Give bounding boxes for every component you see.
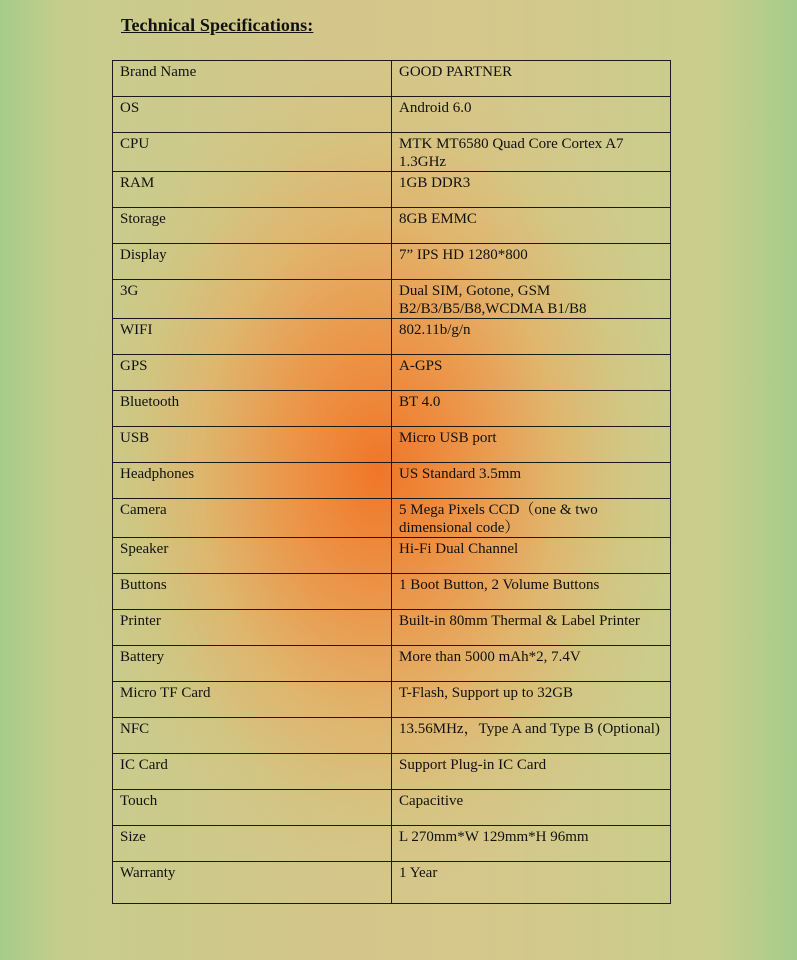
spec-value: L 270mm*W 129mm*H 96mm bbox=[392, 826, 671, 862]
table-row bbox=[113, 826, 671, 862]
spec-label: Speaker bbox=[113, 538, 392, 574]
spec-label: GPS bbox=[113, 355, 392, 391]
spec-label: 3G bbox=[113, 280, 392, 319]
spec-value: 8GB EMMC bbox=[392, 208, 671, 244]
table-row bbox=[113, 499, 671, 538]
table-row bbox=[113, 790, 671, 826]
table-row bbox=[113, 610, 671, 646]
spec-label: OS bbox=[113, 97, 392, 133]
spec-value: Support Plug-in IC Card bbox=[392, 754, 671, 790]
spec-label: Battery bbox=[113, 646, 392, 682]
table-row bbox=[113, 319, 671, 355]
table-row bbox=[113, 133, 671, 172]
spec-value: MTK MT6580 Quad Core Cortex A7 1.3GHz bbox=[392, 133, 671, 172]
table-row bbox=[113, 574, 671, 610]
table-row bbox=[113, 463, 671, 499]
spec-label: RAM bbox=[113, 172, 392, 208]
spec-label: Brand Name bbox=[113, 61, 392, 97]
spec-value: 7” IPS HD 1280*800 bbox=[392, 244, 671, 280]
spec-label: Micro TF Card bbox=[113, 682, 392, 718]
spec-value: 13.56MHz，Type A and Type B (Optional) bbox=[392, 718, 671, 754]
table-row bbox=[113, 97, 671, 133]
spec-value: Android 6.0 bbox=[392, 97, 671, 133]
table-row bbox=[113, 208, 671, 244]
spec-label: IC Card bbox=[113, 754, 392, 790]
spec-label: Size bbox=[113, 826, 392, 862]
spec-label: CPU bbox=[113, 133, 392, 172]
table-row bbox=[113, 244, 671, 280]
spec-table bbox=[112, 60, 671, 904]
table-row bbox=[113, 646, 671, 682]
spec-value: GOOD PARTNER bbox=[392, 61, 671, 97]
spec-value: 1GB DDR3 bbox=[392, 172, 671, 208]
spec-value: US Standard 3.5mm bbox=[392, 463, 671, 499]
spec-value: Capacitive bbox=[392, 790, 671, 826]
spec-label: Buttons bbox=[113, 574, 392, 610]
spec-label: Storage bbox=[113, 208, 392, 244]
spec-value: 1 Boot Button, 2 Volume Buttons bbox=[392, 574, 671, 610]
table-row bbox=[113, 538, 671, 574]
spec-value: T-Flash, Support up to 32GB bbox=[392, 682, 671, 718]
page-title: Technical Specifications: bbox=[121, 15, 314, 35]
table-row bbox=[113, 172, 671, 208]
table-row bbox=[113, 754, 671, 790]
table-row bbox=[113, 718, 671, 754]
table-row bbox=[113, 355, 671, 391]
spec-value: A-GPS bbox=[392, 355, 671, 391]
spec-label: Warranty bbox=[113, 862, 392, 904]
spec-value: Built-in 80mm Thermal & Label Printer bbox=[392, 610, 671, 646]
table-row bbox=[113, 61, 671, 97]
table-row bbox=[113, 427, 671, 463]
spec-value: BT 4.0 bbox=[392, 391, 671, 427]
spec-label: Printer bbox=[113, 610, 392, 646]
spec-label: Camera bbox=[113, 499, 392, 538]
spec-value: 1 Year bbox=[392, 862, 671, 904]
spec-label: Headphones bbox=[113, 463, 392, 499]
table-row bbox=[113, 682, 671, 718]
spec-label: USB bbox=[113, 427, 392, 463]
spec-value: More than 5000 mAh*2, 7.4V bbox=[392, 646, 671, 682]
spec-value: Dual SIM, Gotone, GSM B2/B3/B5/B8,WCDMA B1/B8 bbox=[392, 280, 671, 319]
spec-value: Micro USB port bbox=[392, 427, 671, 463]
spec-label: Bluetooth bbox=[113, 391, 392, 427]
spec-label: WIFI bbox=[113, 319, 392, 355]
spec-value: Hi-Fi Dual Channel bbox=[392, 538, 671, 574]
spec-label: Display bbox=[113, 244, 392, 280]
spec-value: 5 Mega Pixels CCD（one & two dimensional code） bbox=[392, 499, 671, 538]
table-row bbox=[113, 280, 671, 319]
table-row bbox=[113, 391, 671, 427]
spec-label: NFC bbox=[113, 718, 392, 754]
table-row bbox=[113, 862, 671, 904]
spec-label: Touch bbox=[113, 790, 392, 826]
spec-value: 802.11b/g/n bbox=[392, 319, 671, 355]
